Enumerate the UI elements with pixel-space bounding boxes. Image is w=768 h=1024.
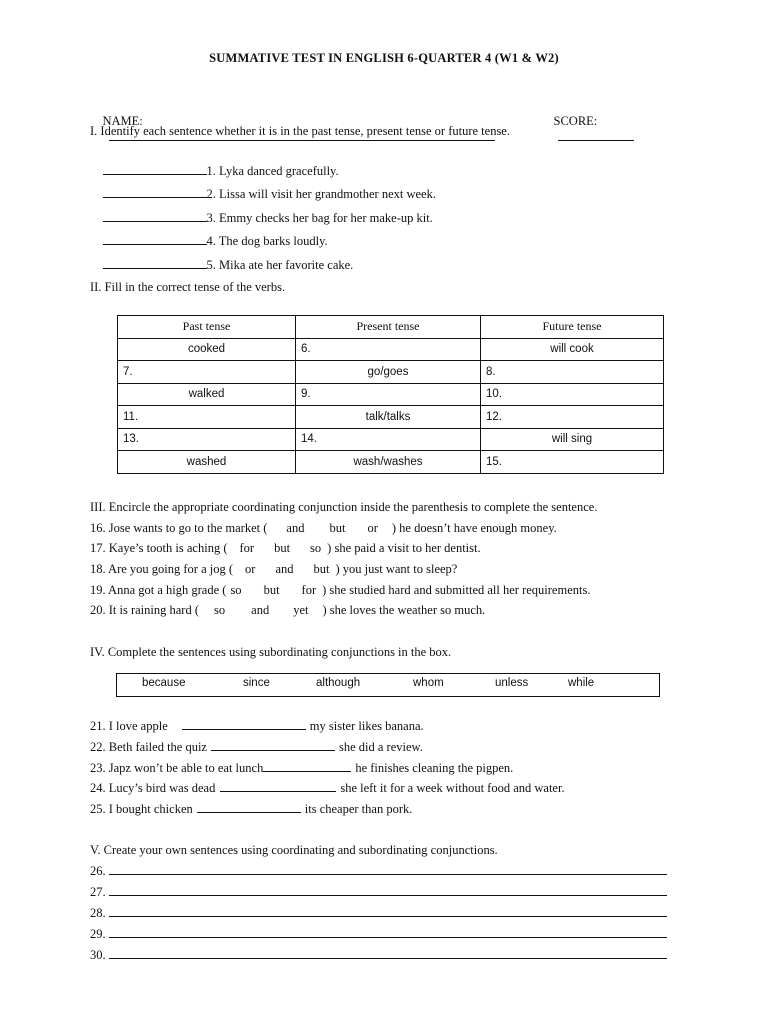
table-cell[interactable]: 11. [118,406,296,429]
item-text: 16. Jose wants to go to the market ( [90,521,268,535]
item-text: its cheaper than pork. [304,802,413,816]
item-text: ) she paid a visit to her dentist. [327,541,481,555]
score-label: SCORE: [553,114,598,128]
option-word[interactable]: so [230,583,242,597]
table-cell[interactable]: 8. [481,361,664,384]
header-past: Past tense [118,316,296,339]
part3-item [90,603,485,618]
word-box [116,673,660,697]
part3-item [90,521,557,536]
name-label: NAME: [102,114,143,128]
word-since: since [243,677,270,689]
item-number: 28. [90,906,106,920]
answer-blank[interactable] [211,739,335,751]
word-unless: unless [495,677,529,689]
item-number: 27. [90,885,106,899]
option-word[interactable]: for [239,541,255,555]
table-row [118,451,664,474]
item-text: 3. Emmy checks her bag for her make-up kit. [206,211,433,225]
part5-item [90,884,667,900]
part3-item [90,583,590,598]
item-text: 4. The dog barks loudly. [206,234,328,248]
word-while: while [568,677,595,689]
item-number: 26. [90,864,106,878]
table-cell: talk/talks [296,406,481,429]
option-word[interactable]: but [329,521,346,535]
part4-item [90,801,412,817]
answer-blank[interactable] [182,718,306,730]
table-header-row [118,316,664,339]
table-cell[interactable]: 12. [481,406,664,429]
answer-blank[interactable] [220,780,336,792]
table-cell[interactable]: 6. [296,338,481,361]
item-text: 22. Beth failed the quiz [90,740,207,754]
item-number: 29. [90,927,106,941]
part4-item [90,739,423,755]
answer-blank[interactable] [197,801,301,813]
item-text: 25. I bought chicken [90,802,193,816]
option-word[interactable]: yet [293,603,309,617]
table-cell: will cook [481,338,664,361]
item-text: 20. It is raining hard ( [90,603,200,617]
part4-instruction: IV. Complete the sentences using subordinating conjunctions in the box. [90,645,452,659]
table-row [118,383,664,406]
option-word[interactable]: or [367,521,378,535]
part2-instruction: II. Fill in the correct tense of the verbs. [90,280,286,294]
option-word[interactable]: but [274,541,291,555]
part1-instruction: I. Identify each sentence whether it is in the past tense, present tense or future tense. [90,124,510,138]
sentence-line[interactable] [109,947,667,959]
option-word[interactable]: and [251,603,270,617]
table-cell: cooked [118,338,296,361]
option-word[interactable]: so [310,541,322,555]
item-text: my sister likes banana. [309,719,424,733]
table-cell[interactable]: 9. [296,383,481,406]
test-title: SUMMATIVE TEST IN ENGLISH 6-QUARTER 4 (W1 & W2) [209,51,559,65]
item-text: 24. Lucy’s bird was dead [90,781,216,795]
item-text: she left it for a week without food and water. [340,781,565,795]
item-number: 30. [90,948,106,962]
word-because: because [142,677,186,689]
sentence-line[interactable] [109,863,667,875]
part5-item [90,863,667,879]
item-text: ) you just want to sleep? [335,562,458,576]
option-word[interactable]: but [313,562,330,576]
item-text: 19. Anna got a high grade ( [90,583,227,597]
part5-item [90,926,667,942]
item-text: ) she loves the weather so much. [322,603,486,617]
item-text: he finishes cleaning the pigpen. [355,761,514,775]
answer-blank[interactable] [263,760,351,772]
table-cell: go/goes [296,361,481,384]
sentence-line[interactable] [109,926,667,938]
part4-item [90,780,565,796]
item-text: 1. Lyka danced gracefully. [206,164,339,178]
header-future: Future tense [481,316,664,339]
sentence-line[interactable] [109,884,667,896]
answer-blank[interactable] [103,257,207,269]
part3-instruction: III. Encircle the appropriate coordinating conjunction inside the parenthesis to complete the sentence. [90,500,598,514]
part5-item [90,947,667,963]
option-word[interactable]: for [301,583,317,597]
item-text: 5. Mika ate her favorite cake. [206,258,354,272]
table-cell: walked [118,383,296,406]
table-cell: washed [118,451,296,474]
part4-item [90,718,424,734]
table-row [118,361,664,384]
option-word[interactable]: and [286,521,305,535]
part3-item [90,541,481,556]
option-word[interactable]: and [275,562,294,576]
item-text: ) he doesn’t have enough money. [391,521,557,535]
item-text: ) she studied hard and submitted all her requirements. [322,583,591,597]
header-present: Present tense [296,316,481,339]
table-cell[interactable]: 13. [118,428,296,451]
item-text: 2. Lissa will visit her grandmother next week. [206,187,436,201]
table-cell[interactable]: 15. [481,451,664,474]
score-blank[interactable] [558,129,634,141]
table-cell[interactable]: 14. [296,428,481,451]
table-cell: will sing [481,428,664,451]
part5-instruction: V. Create your own sentences using coordinating and subordinating conjunctions. [90,843,498,857]
part3-item [90,562,457,577]
word-whom: whom [413,677,444,689]
table-cell[interactable]: 7. [118,361,296,384]
table-row [118,406,664,429]
option-word[interactable]: so [214,603,226,617]
item-text: 23. Japz won’t be able to eat lunch [90,761,264,775]
option-word[interactable]: but [263,583,280,597]
score-row [541,99,634,160]
item-text: 18. Are you going for a jog ( [90,562,234,576]
table-cell[interactable]: 10. [481,383,664,406]
part4-item [90,760,513,776]
table-row [118,338,664,361]
table-cell: wash/washes [296,451,481,474]
item-text: she did a review. [338,740,423,754]
verb-tense-table [117,315,664,474]
table-row [118,428,664,451]
word-although: although [316,677,361,689]
sentence-line[interactable] [109,905,667,917]
part5-item [90,905,667,921]
item-text: 17. Kaye’s tooth is aching ( [90,541,228,555]
option-word[interactable]: or [245,562,256,576]
item-text: 21. I love apple [90,719,168,733]
